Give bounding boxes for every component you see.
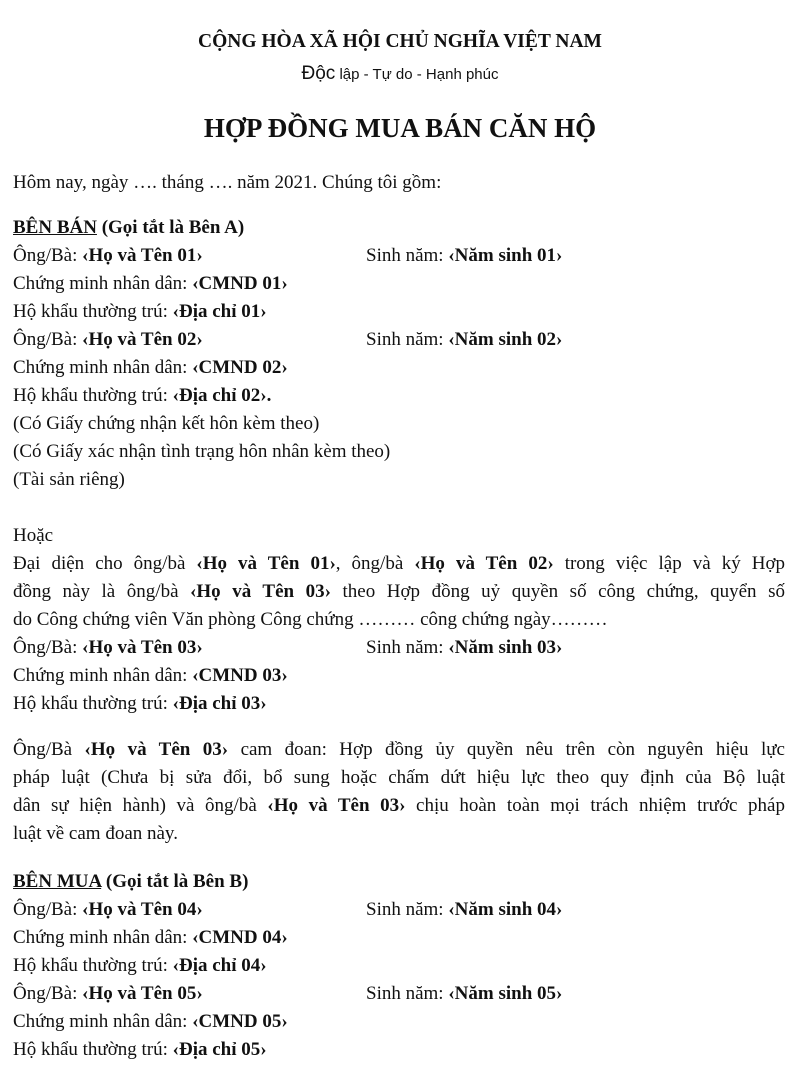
buyer-1-id-row (13, 926, 288, 950)
representative-address-row (13, 692, 267, 716)
text: , ông/bà (335, 553, 415, 574)
name-label: Ông/Bà: (13, 329, 83, 350)
address-label: Hộ khẩu thường trú: (13, 1039, 173, 1060)
principal-name-2: ‹Họ và Tên 02› (414, 553, 554, 574)
commitment-line-1 (13, 738, 785, 762)
seller-1-birth: ‹Năm sinh 01› (448, 245, 563, 266)
text: chịu hoàn toàn mọi trách nhiệm trước pháp (405, 795, 785, 816)
seller-2-address-row (13, 384, 271, 408)
buyer-1-birth-row (366, 898, 562, 922)
name-label: Ông/Bà: (13, 899, 83, 920)
buyer-heading-note: (Gọi tắt là Bên B) (101, 871, 249, 892)
seller-1-id: ‹CMND 01› (192, 273, 288, 294)
text: Đại diện cho ông/bà (13, 553, 197, 574)
text: Ông/Bà (13, 739, 85, 760)
seller-1-name: ‹Họ và Tên 01› (82, 245, 203, 266)
commitment-line-3 (13, 794, 785, 818)
id-label: Chứng minh nhân dân: (13, 357, 193, 378)
representative-address: ‹Địa chỉ 03› (172, 693, 267, 714)
motto-first-word: Độc (301, 63, 336, 84)
birth-label: Sinh năm: (366, 637, 449, 658)
buyer-1-address: ‹Địa chỉ 04› (172, 955, 267, 976)
principal-name-1: ‹Họ và Tên 01› (196, 553, 336, 574)
birth-label: Sinh năm: (366, 899, 449, 920)
seller-1-birth-row (366, 244, 562, 268)
text: trong việc lập và ký Hợp (553, 553, 786, 574)
name-label: Ông/Bà: (13, 983, 83, 1004)
buyer-2-birth-row (366, 982, 562, 1006)
birth-label: Sinh năm: (366, 329, 449, 350)
national-motto (0, 63, 800, 85)
motto-rest: lập - Tự do - Hạnh phúc (335, 66, 499, 83)
representative-name: ‹Họ và Tên 03› (82, 637, 203, 658)
national-title: CỘNG HÒA XÃ HỘI CHỦ NGHĨA VIỆT NAM (198, 31, 602, 52)
buyer-1-birth: ‹Năm sinh 04› (448, 899, 563, 920)
buyer-2-name: ‹Họ và Tên 05› (82, 983, 203, 1004)
text: đồng này là ông/bà (13, 581, 191, 602)
representative-name: ‹Họ và Tên 03› (190, 581, 331, 602)
seller-1-name-row (13, 244, 203, 268)
seller-2-id-row (13, 356, 288, 380)
text: dân sự hiện hành) và ông/bà (13, 795, 268, 816)
id-label: Chứng minh nhân dân: (13, 1011, 193, 1032)
commitment-line-2: pháp luật (Chưa bị sửa đổi, bổ sung hoặc chấm dứt hiệu lực theo quy định của Bộ luật (13, 767, 785, 788)
id-label: Chứng minh nhân dân: (13, 273, 193, 294)
seller-note-marriage-certificate: (Có Giấy chứng nhận kết hôn kèm theo) (13, 413, 320, 434)
representation-line-1 (13, 552, 785, 576)
seller-heading (13, 216, 244, 240)
buyer-2-name-row (13, 982, 203, 1006)
birth-label: Sinh năm: (366, 983, 449, 1004)
commitment-line-4: luật về cam đoan này. (13, 823, 178, 844)
seller-2-address: ‹Địa chỉ 02›. (172, 385, 272, 406)
seller-2-name-row (13, 328, 203, 352)
seller-1-id-row (13, 272, 288, 296)
buyer-1-name: ‹Họ và Tên 04› (82, 899, 203, 920)
buyer-2-birth: ‹Năm sinh 05› (448, 983, 563, 1004)
seller-1-address: ‹Địa chỉ 01› (172, 301, 267, 322)
text: theo Hợp đồng uỷ quyền số công chứng, quyển số (330, 581, 785, 602)
buyer-2-id-row (13, 1010, 288, 1034)
address-label: Hộ khẩu thường trú: (13, 693, 173, 714)
buyer-heading-label: BÊN MUA (13, 871, 102, 892)
seller-2-birth: ‹Năm sinh 02› (448, 329, 563, 350)
representative-birth: ‹Năm sinh 03› (448, 637, 563, 658)
representative-birth-row (366, 636, 562, 660)
seller-note-private-property: (Tài sản riêng) (13, 469, 125, 490)
text: cam đoan: Hợp đồng ủy quyền nêu trên còn nguyên hiệu lực (228, 739, 785, 760)
intro-text: Hôm nay, ngày …. tháng …. năm 2021. Chúng tôi gồm: (13, 172, 442, 193)
buyer-1-id: ‹CMND 04› (192, 927, 288, 948)
representative-id: ‹CMND 03› (192, 665, 288, 686)
seller-2-id: ‹CMND 02› (192, 357, 288, 378)
document-title: HỢP ĐỒNG MUA BÁN CĂN HỘ (203, 113, 597, 143)
alternative-label: Hoặc (13, 525, 54, 546)
buyer-2-id: ‹CMND 05› (192, 1011, 288, 1032)
buyer-2-address: ‹Địa chỉ 05› (172, 1039, 267, 1060)
id-label: Chứng minh nhân dân: (13, 927, 193, 948)
representative-id-row (13, 664, 288, 688)
buyer-2-address-row (13, 1038, 267, 1062)
address-label: Hộ khẩu thường trú: (13, 955, 173, 976)
id-label: Chứng minh nhân dân: (13, 665, 193, 686)
address-label: Hộ khẩu thường trú: (13, 385, 173, 406)
seller-heading-label: BÊN BÁN (13, 217, 97, 238)
name-label: Ông/Bà: (13, 637, 83, 658)
representative-name: ‹Họ và Tên 03› (84, 739, 229, 760)
buyer-1-name-row (13, 898, 203, 922)
birth-label: Sinh năm: (366, 245, 449, 266)
seller-note-marital-status: (Có Giấy xác nhận tình trạng hôn nhân kèm theo) (13, 441, 391, 462)
seller-2-name: ‹Họ và Tên 02› (82, 329, 203, 350)
buyer-heading (13, 870, 248, 894)
name-label: Ông/Bà: (13, 245, 83, 266)
seller-heading-note: (Gọi tắt là Bên A) (96, 217, 245, 238)
buyer-1-address-row (13, 954, 267, 978)
representation-line-2 (13, 580, 785, 604)
representative-name-row (13, 636, 203, 660)
address-label: Hộ khẩu thường trú: (13, 301, 173, 322)
representation-line-3: do Công chứng viên Văn phòng Công chứng ……… công chứng ngày……… (13, 609, 608, 630)
seller-2-birth-row (366, 328, 562, 352)
representative-name: ‹Họ và Tên 03› (267, 795, 406, 816)
seller-1-address-row (13, 300, 267, 324)
